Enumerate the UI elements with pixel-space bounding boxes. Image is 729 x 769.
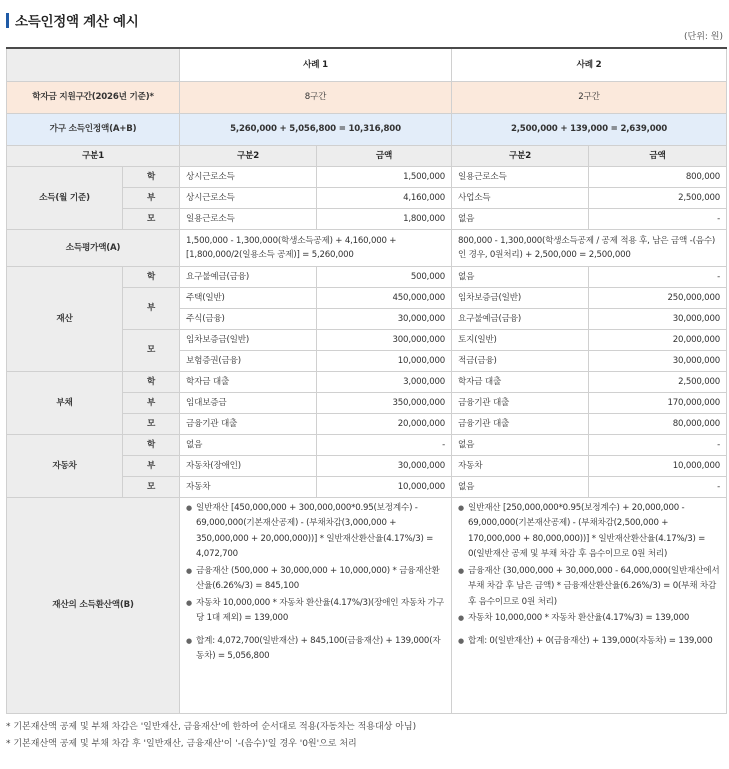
income-section-label: 소득(월 기준): [7, 166, 123, 229]
income-eval-label: 소득평가액(A): [7, 229, 180, 266]
case2-header: 사례 2: [452, 48, 727, 81]
table-cell: 500,000: [317, 266, 452, 287]
table-cell: 30,000,000: [589, 308, 727, 329]
table-cell: -: [589, 208, 727, 229]
table-cell: 4,160,000: [317, 187, 452, 208]
column-header-amount-case2: 금액: [589, 145, 727, 166]
support-tier-case2: 2구간: [452, 81, 727, 113]
table-cell: 30,000,000: [317, 455, 452, 476]
debt-section-label: 부채: [7, 371, 123, 434]
list-item: ● 금융재산 (30,000,000 + 30,000,000 - 64,000,000(일반재산에서 부채 차감 후 남은 금액) * 금융재산환산율(6.26%/3) = 0(부채 차감 후 음수이므로 0원 처리): [458, 564, 720, 611]
column-header-cat2-case2: 구분2: [452, 145, 589, 166]
table-cell: 10,000,000: [589, 455, 727, 476]
table-cell: 금융기관 대출: [180, 413, 317, 434]
table-cell: 없음: [452, 476, 589, 497]
table-cell: 10,000,000: [317, 476, 452, 497]
table-cell: 적금(금융): [452, 350, 589, 371]
table-cell: 금융기관 대출: [452, 392, 589, 413]
table-cell: 주식(금융): [180, 308, 317, 329]
table-cell: 없음: [452, 208, 589, 229]
table-cell: 학자금 대출: [180, 371, 317, 392]
page-title: 소득인정액 계산 예시: [15, 14, 139, 30]
table-cell: 자동차: [180, 476, 317, 497]
row-member-label: 부: [123, 392, 180, 413]
table-cell: 일용근로소득: [452, 166, 589, 187]
support-tier-case1: 8구간: [180, 81, 452, 113]
list-item: ● 일반재산 [250,000,000*0.95(보정계수) + 20,000,000 - 69,000,000(기본재산공제) - (부채차감(2,500,000 + 170,000,000 + 80,000,000))] * 일반재산환산율(4.17%/3) = 0(일반재산 공제 및 부채 차감 후 음수이므로 0원 처리): [458, 501, 720, 563]
income-calculation-table: [6, 47, 727, 714]
table-cell: 80,000,000: [589, 413, 727, 434]
table-cell: 없음: [452, 434, 589, 455]
table-cell: 요구불예금(금융): [180, 266, 317, 287]
table-cell: 보험증권(금융): [180, 350, 317, 371]
household-income-label: 가구 소득인정액(A+B): [7, 113, 180, 145]
table-cell: 800,000: [589, 166, 727, 187]
row-member-label: 모: [123, 476, 180, 497]
case1-header: 사례 1: [180, 48, 452, 81]
conversion-case2-list: [458, 498, 720, 654]
table-cell: 350,000,000: [317, 392, 452, 413]
row-member-label: 부: [123, 187, 180, 208]
row-member-label: 부: [123, 455, 180, 476]
table-cell: -: [589, 266, 727, 287]
table-cell: 임차보증금(일반): [180, 329, 317, 350]
table-cell: 사업소득: [452, 187, 589, 208]
table-cell: 170,000,000: [589, 392, 727, 413]
table-cell: 임차보증금(일반): [452, 287, 589, 308]
footnote: * 기본재산액 공제 및 부채 차감은 '일반재산, 금융재산'에 한하여 순서대로 적용(자동차는 적용대상 아님): [6, 722, 417, 732]
table-cell: 임대보증금: [180, 392, 317, 413]
row-member-label: 학: [123, 166, 180, 187]
table-cell: 주택(일반): [180, 287, 317, 308]
conversion-label: 재산의 소득환산액(B): [7, 497, 180, 713]
income-eval-case2: 800,000 - 1,300,000(학생소득공제 / 공제 적용 후, 남은 금액 -(음수)인 경우, 0원처리) + 2,500,000 = 2,500,000: [452, 229, 727, 266]
title-accent-bar: [6, 13, 9, 28]
conversion-case1-list: [186, 498, 445, 669]
row-member-label: 모: [123, 413, 180, 434]
table-cell: 1,800,000: [317, 208, 452, 229]
table-cell: 상시근로소득: [180, 166, 317, 187]
list-item: ● 합계: 0(일반재산) + 0(금융재산) + 139,000(자동차) = 139,000: [458, 634, 720, 650]
corner-header: [7, 48, 180, 81]
table-cell: 20,000,000: [589, 329, 727, 350]
table-cell: 300,000,000: [317, 329, 452, 350]
income-eval-case1: 1,500,000 - 1,300,000(학생소득공제) + 4,160,000 + [1,800,000/2(일용소득 공제)] = 5,260,000: [180, 229, 452, 266]
table-cell: 1,500,000: [317, 166, 452, 187]
household-income-case2: 2,500,000 + 139,000 = 2,639,000: [452, 113, 727, 145]
row-member-label: 학: [123, 266, 180, 287]
table-cell: 2,500,000: [589, 371, 727, 392]
footnotes: [6, 719, 726, 753]
row-member-label: 모: [123, 208, 180, 229]
table-cell: 450,000,000: [317, 287, 452, 308]
table-cell: 3,000,000: [317, 371, 452, 392]
row-member-label: 모: [123, 329, 180, 371]
column-header-cat2-case1: 구분2: [180, 145, 317, 166]
table-cell: -: [589, 476, 727, 497]
row-member-label: 학: [123, 434, 180, 455]
table-cell: 토지(일반): [452, 329, 589, 350]
support-tier-label: 학자금 지원구간(2026년 기준)*: [7, 81, 180, 113]
table-cell: 없음: [180, 434, 317, 455]
table-cell: 요구불예금(금융): [452, 308, 589, 329]
table-cell: 250,000,000: [589, 287, 727, 308]
table-cell: -: [589, 434, 727, 455]
list-item: ● 금융재산 (500,000 + 30,000,000 + 10,000,000) * 금융재산환산율(6.26%/3) = 845,100: [186, 564, 445, 595]
table-cell: 자동차: [452, 455, 589, 476]
property-section-label: 재산: [7, 266, 123, 371]
page-title-wrap: [6, 10, 138, 30]
table-cell: 20,000,000: [317, 413, 452, 434]
list-item: ● 일반재산 [450,000,000 + 300,000,000*0.95(보정계수) - 69,000,000(기본재산공제) - (부채차감(3,000,000 + 350,000,000 + 20,000,000))] * 일반재산환산율(4.17%/3) = 4,072,700: [186, 501, 445, 563]
column-header-amount-case1: 금액: [317, 145, 452, 166]
table-cell: 학자금 대출: [452, 371, 589, 392]
conversion-case2: [452, 497, 727, 713]
row-member-label: 학: [123, 371, 180, 392]
table-cell: 상시근로소득: [180, 187, 317, 208]
table-cell: 없음: [452, 266, 589, 287]
table-cell: 30,000,000: [317, 308, 452, 329]
list-item: ● 자동차 10,000,000 * 자동차 환산율(4.17%/3) = 139,000: [458, 611, 720, 627]
table-cell: 일용근로소득: [180, 208, 317, 229]
list-item: ● 합계: 4,072,700(일반재산) + 845,100(금융재산) + 139,000(자동차) = 5,056,800: [186, 634, 445, 665]
table-cell: -: [317, 434, 452, 455]
car-section-label: 자동차: [7, 434, 123, 497]
household-income-case1: 5,260,000 + 5,056,800 = 10,316,800: [180, 113, 452, 145]
list-item: ● 자동차 10,000,000 * 자동차 환산율(4.17%/3)(장애인 자동차 가구 당 1대 제외) = 139,000: [186, 596, 445, 627]
footnote: * 기본재산액 공제 및 부채 차감 후 '일반재산, 금융재산'이 '-(음수)'일 경우 '0원'으로 처리: [6, 739, 357, 749]
table-cell: 2,500,000: [589, 187, 727, 208]
table-cell: 자동차(장애인): [180, 455, 317, 476]
unit-label: (단위: 원): [684, 32, 723, 42]
table-cell: 30,000,000: [589, 350, 727, 371]
column-header-cat1: 구분1: [7, 145, 180, 166]
table-cell: 금융기관 대출: [452, 413, 589, 434]
table-cell: 10,000,000: [317, 350, 452, 371]
conversion-case1: [180, 497, 452, 713]
row-member-label: 부: [123, 287, 180, 329]
